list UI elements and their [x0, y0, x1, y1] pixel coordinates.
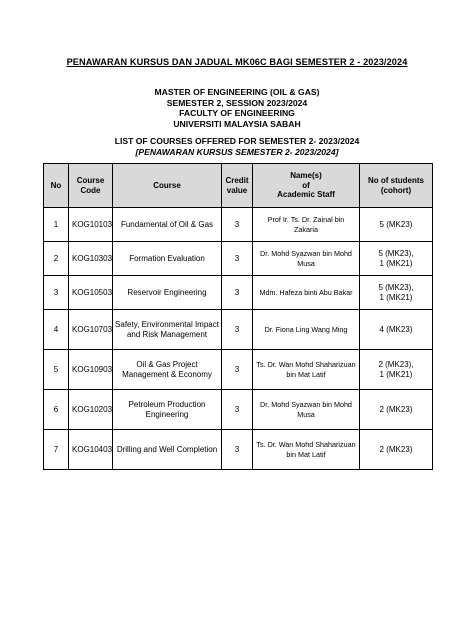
list-subtitle: [PENAWARAN KURSUS SEMESTER 2- 2023/2024]	[135, 146, 339, 157]
staff-line: bin Mat Latif	[286, 449, 326, 459]
cell-credit: 3	[222, 430, 253, 470]
header-text: Academic Staff	[277, 190, 335, 200]
header-text: (cohort)	[380, 185, 412, 195]
table-row	[44, 276, 433, 310]
cell-course-name	[113, 208, 222, 242]
students-line: 5 (MK23),	[378, 248, 414, 258]
course-line: Safety, Environmental Impact	[115, 319, 219, 329]
list-heading	[0, 136, 474, 157]
cell-no: 1	[44, 208, 69, 242]
cell-staff	[253, 208, 360, 242]
staff-line: Dr. Fiona Ling Wang Ming	[264, 324, 348, 334]
cell-credit: 3	[222, 276, 253, 310]
course-line: Drilling and Well Completion	[116, 444, 218, 454]
cell-staff	[253, 430, 360, 470]
document-title: PENAWARAN KURSUS DAN JADUAL MK06C BAGI SEMESTER 2 - 2023/2024	[66, 57, 408, 67]
students-line: 4 (MK23)	[379, 324, 413, 334]
cell-staff	[253, 350, 360, 390]
cell-course-name	[113, 390, 222, 430]
cell-credit: 3	[222, 390, 253, 430]
cell-no: 2	[44, 242, 69, 276]
cell-course-code: KOG10303	[69, 242, 113, 276]
table-header-row	[44, 164, 433, 208]
university-name: UNIVERSITI MALAYSIA SABAH	[173, 118, 301, 129]
cell-students	[360, 350, 433, 390]
list-title: LIST OF COURSES OFFERED FOR SEMESTER 2- 2023/2024	[114, 136, 360, 146]
programme-name: MASTER OF ENGINEERING (OIL & GAS)	[154, 87, 320, 97]
faculty-name: FACULTY OF ENGINEERING	[179, 108, 295, 119]
cell-staff	[253, 242, 360, 276]
course-line: Petroleum Production	[128, 399, 206, 409]
cell-credit: 3	[222, 242, 253, 276]
cell-students	[360, 310, 433, 350]
header-no: No	[44, 164, 69, 208]
staff-line: Mdm. Hafeza binti Abu Bakar	[259, 287, 353, 297]
cell-credit: 3	[222, 208, 253, 242]
header-text: Course	[76, 175, 105, 185]
header-text: Credit	[225, 175, 249, 185]
students-line: 5 (MK23),	[378, 282, 414, 292]
semester-session: SEMESTER 2, SESSION 2023/2024	[166, 97, 308, 108]
staff-line: bin Mat Latif	[286, 369, 326, 379]
students-line: 2 (MK23),	[378, 359, 414, 369]
header-academic-staff	[253, 164, 360, 208]
header-course-code	[69, 164, 113, 208]
table-row	[44, 390, 433, 430]
cell-no: 6	[44, 390, 69, 430]
course-line: Fundamental of Oil & Gas	[120, 219, 214, 229]
header-text: value	[226, 185, 248, 195]
cell-staff	[253, 390, 360, 430]
table-row	[44, 430, 433, 470]
students-line: 5 (MK23)	[379, 219, 413, 229]
header-text: Name(s)	[290, 171, 322, 181]
cell-course-code: KOG10203	[69, 390, 113, 430]
header-text: of	[302, 180, 310, 190]
cell-course-code: KOG10703	[69, 310, 113, 350]
header-course: Course	[113, 164, 222, 208]
cell-course-code: KOG10903	[69, 350, 113, 390]
cell-no: 4	[44, 310, 69, 350]
programme-header	[0, 87, 474, 129]
course-line: Engineering	[145, 409, 189, 419]
cell-no: 5	[44, 350, 69, 390]
cell-staff	[253, 310, 360, 350]
cell-course-name	[113, 276, 222, 310]
header-text: No of students	[368, 175, 424, 185]
header-credit-value	[222, 164, 253, 208]
cell-course-name	[113, 242, 222, 276]
staff-line: Prof Ir. Ts. Dr. Zainal bin Zakaria	[267, 214, 345, 234]
cell-students	[360, 276, 433, 310]
students-line: 2 (MK23)	[379, 404, 413, 414]
cell-staff	[253, 276, 360, 310]
course-line: Reservoir Engineering	[127, 287, 207, 297]
cell-course-code: KOG10503	[69, 276, 113, 310]
table-row	[44, 310, 433, 350]
table-row	[44, 242, 433, 276]
staff-line: Dr. Mohd Syazwan bin Mohd Musa	[260, 248, 352, 268]
staff-line: Dr. Mohd Syazwan bin Mohd Musa	[260, 399, 352, 419]
header-text: Code	[80, 185, 101, 195]
cell-students	[360, 208, 433, 242]
cell-no: 3	[44, 276, 69, 310]
cell-students	[360, 430, 433, 470]
staff-line: Ts. Dr. Wan Mohd Shaharizuan	[256, 439, 356, 449]
header-no-of-students	[360, 164, 433, 208]
cell-students	[360, 242, 433, 276]
table-row	[44, 350, 433, 390]
cell-no: 7	[44, 430, 69, 470]
courses-table	[43, 163, 433, 470]
staff-line: Ts. Dr. Wan Mohd Shaharizuan	[256, 359, 356, 369]
course-line: Management & Economy	[122, 369, 212, 379]
table-row	[44, 208, 433, 242]
course-line: Oil & Gas Project	[136, 359, 198, 369]
cell-course-code: KOG10403	[69, 430, 113, 470]
cell-course-code: KOG10103	[69, 208, 113, 242]
cell-students	[360, 390, 433, 430]
students-line: 1 (MK21)	[379, 292, 413, 302]
cell-course-name	[113, 310, 222, 350]
students-line: 2 (MK23)	[379, 444, 413, 454]
course-line: Formation Evaluation	[129, 253, 205, 263]
cell-credit: 3	[222, 310, 253, 350]
cell-course-name	[113, 350, 222, 390]
students-line: 1 (MK21)	[379, 258, 413, 268]
cell-credit: 3	[222, 350, 253, 390]
cell-course-name	[113, 430, 222, 470]
course-line: and Risk Management	[126, 329, 208, 339]
students-line: 1 (MK21)	[379, 369, 413, 379]
